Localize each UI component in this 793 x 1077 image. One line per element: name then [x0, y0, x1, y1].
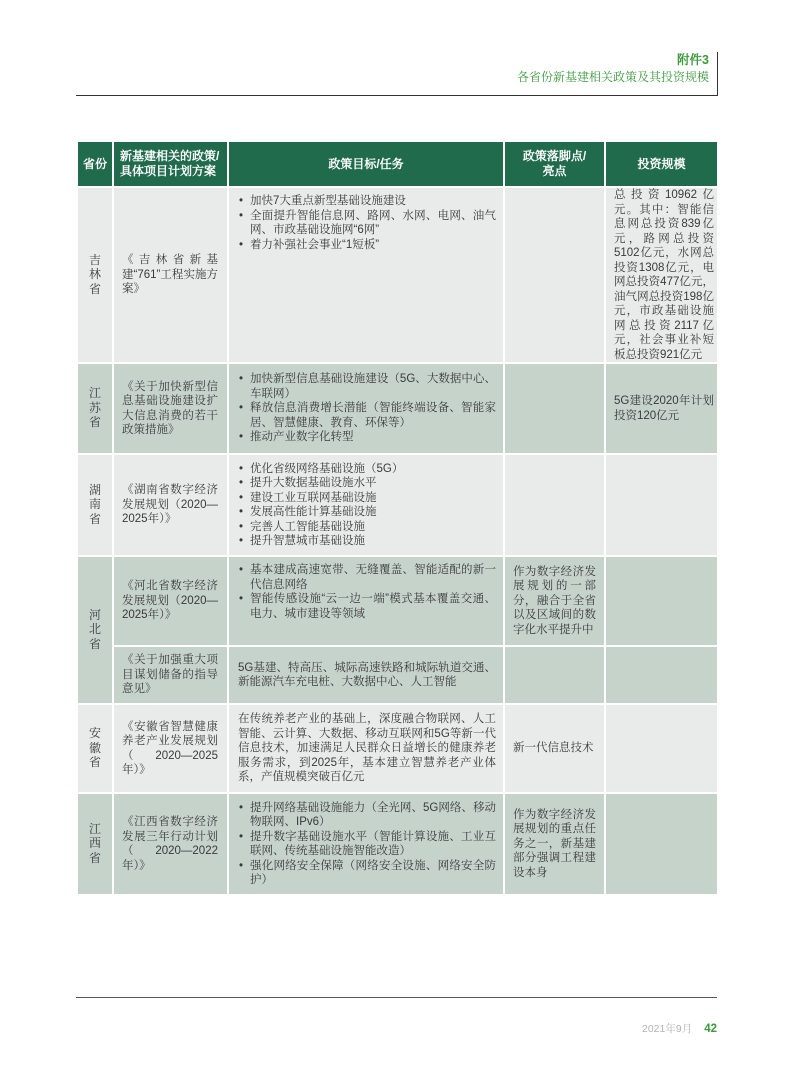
province-cell — [77, 556, 113, 704]
goal-item: • 建设工业互联网基础设施 — [238, 491, 496, 506]
highlights-cell — [504, 454, 605, 556]
province-cell — [77, 793, 113, 895]
investment-cell — [605, 454, 718, 556]
province-name: 江西省 — [88, 821, 101, 865]
investment-cell: 5G建设2020年计划投资120亿元 — [605, 363, 718, 454]
plan-cell: 《吉林省新基建“761”工程实施方案》 — [113, 187, 228, 363]
province-cell — [77, 363, 113, 454]
province-name: 湖南省 — [88, 482, 101, 526]
province-cell — [77, 454, 113, 556]
appendix-label: 附件3 — [677, 53, 709, 67]
highlights-cell: 作为数字经济发展规划的重点任务之一，新基建部分强调工程建设本身 — [504, 793, 605, 895]
header-rule — [76, 95, 718, 96]
goals-list — [238, 563, 496, 621]
goal-item: • 发展高性能计算基础设施 — [238, 505, 496, 520]
goal-item: • 提升网络基础设施能力（全光网、5G网络、移动物联网、IPv6） — [238, 801, 496, 830]
highlights-cell: 新一代信息技术 — [504, 704, 605, 793]
goals-list — [238, 194, 496, 252]
plan-cell: 《河北省数字经济发展规划（2020—2025年）》 — [113, 556, 228, 646]
goal-item: • 优化省级网络基础设施（5G） — [238, 462, 496, 477]
goal-item: • 着力补强社会事业“1短板” — [238, 238, 496, 253]
plan-cell: 《安徽省智慧健康养老产业发展规划（2020—2025年）》 — [113, 704, 228, 793]
plan-cell: 《关于加强重大项目谋划储备的指导意见》 — [113, 646, 228, 704]
goal-item: • 基本建成高速宽带、无缝覆盖、智能适配的新一代信息网络 — [238, 563, 496, 592]
plan-cell: 《关于加快新型信息基础设施建设扩大信息消费的若干政策措施》 — [113, 363, 228, 454]
goals-cell — [228, 363, 504, 454]
province-name: 河北省 — [88, 607, 101, 651]
footer-rule — [76, 997, 717, 998]
goal-item: • 智能传感设施“云一边一端”模式基本覆盖交通、电力、城市建设等领域 — [238, 592, 496, 621]
goal-item: • 全面提升智能信息网、路网、水网、电网、油气网、市政基础设施网“6网” — [238, 209, 496, 238]
investment-cell — [605, 646, 718, 704]
policy-table — [76, 140, 719, 896]
plan-cell: 《江西省数字经济发展三年行动计划（2020—2022年）》 — [113, 793, 228, 895]
province-name: 安徽省 — [88, 726, 101, 770]
table-row — [77, 187, 718, 363]
goals-cell: 5G基建、特高压、城际高速铁路和城际轨道交通、新能源汽车充电桩、大数据中心、人工智能 — [228, 646, 504, 704]
goals-cell — [228, 454, 504, 556]
goal-item: • 加快新型信息基础设施建设（5G、大数据中心、车联网） — [238, 372, 496, 401]
header-goals: 政策目标/任务 — [228, 141, 504, 187]
goal-item: • 完善人工智能基础设施 — [238, 520, 496, 535]
goals-cell — [228, 793, 504, 895]
header-highlights: 政策落脚点/ 亮点 — [504, 141, 605, 187]
header-plan: 新基建相关的政策/ 具体项目计划方案 — [113, 141, 228, 187]
page-number: 42 — [704, 1023, 717, 1035]
province-name: 江苏省 — [88, 386, 101, 430]
table-row — [77, 646, 718, 704]
goal-item: • 提升数字基础设施水平（智能计算设施、工业互联网、传统基础设施智能改造） — [238, 830, 496, 859]
table-row — [77, 793, 718, 895]
investment-cell — [605, 793, 718, 895]
header-province: 省份 — [77, 141, 113, 187]
goal-item: • 释放信息消费增长潜能（智能终端设备、智能家居、智慧健康、教育、环保等） — [238, 401, 496, 430]
highlights-cell — [504, 363, 605, 454]
investment-cell: 总投资10962亿元。其中：智能信息网总投资839亿元，路网总投资5102亿元，水网总投资1308亿元，电网总投资477亿元，油气网总投资198亿元，市政基础设施网总投资2117亿元，社会事业补短板总投资921亿元 — [605, 187, 718, 363]
goals-list — [238, 462, 496, 549]
highlights-cell — [504, 646, 605, 704]
page-footer — [642, 1021, 717, 1036]
running-header — [517, 52, 709, 85]
goal-item: • 强化网络安全保障（网络安全设施、网络安全防护） — [238, 859, 496, 888]
goal-item: • 提升大数据基础设施水平 — [238, 476, 496, 491]
goal-item: • 提升智慧城市基础设施 — [238, 534, 496, 549]
table-row — [77, 454, 718, 556]
goal-item: • 推动产业数字化转型 — [238, 430, 496, 445]
header-vertical-rule — [717, 52, 718, 96]
goals-list — [238, 801, 496, 888]
header-investment: 投资规模 — [605, 141, 718, 187]
investment-cell — [605, 704, 718, 793]
goals-cell: 在传统养老产业的基础上，深度融合物联网、人工智能、云计算、大数据、移动互联网和5G等新一代信息技术，加速满足人民群众日益增长的健康养老服务需求，到2025年，基本建立智慧养老产业体系，产值规模突破百亿元 — [228, 704, 504, 793]
table-row — [77, 556, 718, 646]
plan-cell: 《湖南省数字经济发展规划（2020—2025年）》 — [113, 454, 228, 556]
goal-item: • 加快7大重点新型基础设施建设 — [238, 194, 496, 209]
issue-date: 2021年9月 — [642, 1023, 693, 1035]
province-cell — [77, 187, 113, 363]
province-cell — [77, 704, 113, 793]
goals-cell — [228, 187, 504, 363]
highlights-cell — [504, 187, 605, 363]
table-header-row — [77, 141, 718, 187]
table-row — [77, 704, 718, 793]
goals-list — [238, 372, 496, 445]
table-row — [77, 363, 718, 454]
appendix-title: 各省份新基建相关政策及其投资规模 — [516, 70, 709, 84]
investment-cell — [605, 556, 718, 646]
highlights-cell: 作为数字经济发展规划的一部分，融合于全省以及区域间的数字化水平提升中 — [504, 556, 605, 646]
goals-cell — [228, 556, 504, 646]
province-name: 吉林省 — [88, 252, 101, 296]
